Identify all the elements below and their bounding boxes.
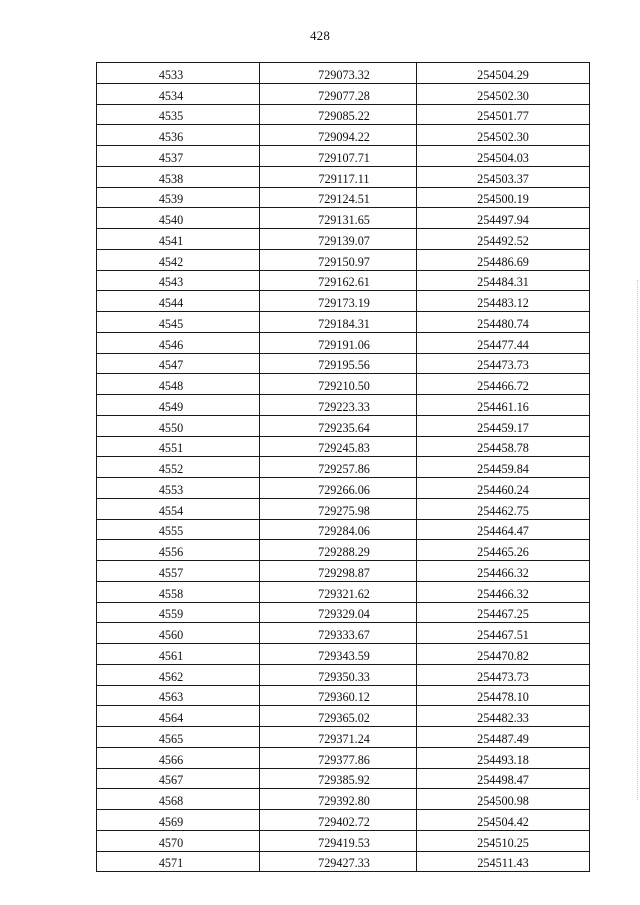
table-row xyxy=(97,104,590,125)
point-number-cell: 4555 xyxy=(97,519,260,540)
point-number-cell: 4559 xyxy=(97,602,260,623)
point-number-cell: 4535 xyxy=(97,104,260,125)
table-row xyxy=(97,664,590,685)
x-coordinate-cell: 729377.86 xyxy=(260,747,417,768)
y-coordinate-cell: 254470.82 xyxy=(417,644,590,665)
point-number-cell: 4566 xyxy=(97,747,260,768)
table-row xyxy=(97,332,590,353)
table-row xyxy=(97,623,590,644)
point-number-cell: 4553 xyxy=(97,478,260,499)
point-number-cell: 4550 xyxy=(97,415,260,436)
table-row xyxy=(97,249,590,270)
x-coordinate-cell: 729235.64 xyxy=(260,415,417,436)
y-coordinate-cell: 254480.74 xyxy=(417,312,590,333)
y-coordinate-cell: 254461.16 xyxy=(417,395,590,416)
y-coordinate-cell: 254460.24 xyxy=(417,478,590,499)
scan-edge-marks xyxy=(635,280,638,800)
table-row xyxy=(97,519,590,540)
table-row xyxy=(97,747,590,768)
table-row xyxy=(97,498,590,519)
table-row xyxy=(97,581,590,602)
x-coordinate-cell: 729195.56 xyxy=(260,353,417,374)
x-coordinate-cell: 729210.50 xyxy=(260,374,417,395)
point-number-cell: 4551 xyxy=(97,436,260,457)
x-coordinate-cell: 729321.62 xyxy=(260,581,417,602)
point-number-cell: 4567 xyxy=(97,768,260,789)
coordinates-table xyxy=(96,62,590,872)
x-coordinate-cell: 729124.51 xyxy=(260,187,417,208)
y-coordinate-cell: 254510.25 xyxy=(417,830,590,851)
x-coordinate-cell: 729107.71 xyxy=(260,146,417,167)
table-row xyxy=(97,706,590,727)
x-coordinate-cell: 729245.83 xyxy=(260,436,417,457)
table-row xyxy=(97,63,590,84)
point-number-cell: 4534 xyxy=(97,83,260,104)
point-number-cell: 4556 xyxy=(97,540,260,561)
y-coordinate-cell: 254503.37 xyxy=(417,166,590,187)
x-coordinate-cell: 729139.07 xyxy=(260,229,417,250)
table-row xyxy=(97,810,590,831)
point-number-cell: 4568 xyxy=(97,789,260,810)
y-coordinate-cell: 254502.30 xyxy=(417,125,590,146)
x-coordinate-cell: 729085.22 xyxy=(260,104,417,125)
y-coordinate-cell: 254484.31 xyxy=(417,270,590,291)
point-number-cell: 4539 xyxy=(97,187,260,208)
y-coordinate-cell: 254462.75 xyxy=(417,498,590,519)
x-coordinate-cell: 729333.67 xyxy=(260,623,417,644)
table-row xyxy=(97,229,590,250)
y-coordinate-cell: 254465.26 xyxy=(417,540,590,561)
point-number-cell: 4558 xyxy=(97,581,260,602)
page-number: 428 xyxy=(309,28,331,43)
x-coordinate-cell: 729288.29 xyxy=(260,540,417,561)
point-number-cell: 4565 xyxy=(97,727,260,748)
y-coordinate-cell: 254500.98 xyxy=(417,789,590,810)
x-coordinate-cell: 729419.53 xyxy=(260,830,417,851)
y-coordinate-cell: 254477.44 xyxy=(417,332,590,353)
x-coordinate-cell: 729266.06 xyxy=(260,478,417,499)
table-row xyxy=(97,561,590,582)
y-coordinate-cell: 254458.78 xyxy=(417,436,590,457)
y-coordinate-cell: 254478.10 xyxy=(417,685,590,706)
x-coordinate-cell: 729385.92 xyxy=(260,768,417,789)
point-number-cell: 4541 xyxy=(97,229,260,250)
x-coordinate-cell: 729173.19 xyxy=(260,291,417,312)
y-coordinate-cell: 254467.25 xyxy=(417,602,590,623)
point-number-cell: 4536 xyxy=(97,125,260,146)
x-coordinate-cell: 729298.87 xyxy=(260,561,417,582)
x-coordinate-cell: 729184.31 xyxy=(260,312,417,333)
table-row xyxy=(97,540,590,561)
point-number-cell: 4570 xyxy=(97,830,260,851)
y-coordinate-cell: 254466.32 xyxy=(417,561,590,582)
table-row xyxy=(97,187,590,208)
x-coordinate-cell: 729360.12 xyxy=(260,685,417,706)
x-coordinate-cell: 729343.59 xyxy=(260,644,417,665)
table-row xyxy=(97,727,590,748)
x-coordinate-cell: 729392.80 xyxy=(260,789,417,810)
table-row xyxy=(97,353,590,374)
y-coordinate-cell: 254498.47 xyxy=(417,768,590,789)
y-coordinate-cell: 254493.18 xyxy=(417,747,590,768)
x-coordinate-cell: 729131.65 xyxy=(260,208,417,229)
table-row xyxy=(97,851,590,872)
table-row xyxy=(97,768,590,789)
y-coordinate-cell: 254483.12 xyxy=(417,291,590,312)
x-coordinate-cell: 729350.33 xyxy=(260,664,417,685)
table-row xyxy=(97,166,590,187)
y-coordinate-cell: 254464.47 xyxy=(417,519,590,540)
table-row xyxy=(97,146,590,167)
table-row xyxy=(97,478,590,499)
table-row xyxy=(97,270,590,291)
point-number-cell: 4563 xyxy=(97,685,260,706)
table-row xyxy=(97,457,590,478)
x-coordinate-cell: 729275.98 xyxy=(260,498,417,519)
x-coordinate-cell: 729223.33 xyxy=(260,395,417,416)
table-row xyxy=(97,602,590,623)
point-number-cell: 4561 xyxy=(97,644,260,665)
y-coordinate-cell: 254473.73 xyxy=(417,664,590,685)
point-number-cell: 4552 xyxy=(97,457,260,478)
y-coordinate-cell: 254511.43 xyxy=(417,851,590,872)
table-row xyxy=(97,125,590,146)
x-coordinate-cell: 729117.11 xyxy=(260,166,417,187)
y-coordinate-cell: 254501.77 xyxy=(417,104,590,125)
x-coordinate-cell: 729162.61 xyxy=(260,270,417,291)
y-coordinate-cell: 254504.03 xyxy=(417,146,590,167)
point-number-cell: 4542 xyxy=(97,249,260,270)
y-coordinate-cell: 254473.73 xyxy=(417,353,590,374)
table-row xyxy=(97,644,590,665)
x-coordinate-cell: 729073.32 xyxy=(260,63,417,84)
point-number-cell: 4544 xyxy=(97,291,260,312)
y-coordinate-cell: 254492.52 xyxy=(417,229,590,250)
y-coordinate-cell: 254467.51 xyxy=(417,623,590,644)
table-row xyxy=(97,436,590,457)
y-coordinate-cell: 254466.32 xyxy=(417,581,590,602)
point-number-cell: 4554 xyxy=(97,498,260,519)
point-number-cell: 4543 xyxy=(97,270,260,291)
point-number-cell: 4549 xyxy=(97,395,260,416)
x-coordinate-cell: 729150.97 xyxy=(260,249,417,270)
point-number-cell: 4569 xyxy=(97,810,260,831)
table-row xyxy=(97,83,590,104)
point-number-cell: 4571 xyxy=(97,851,260,872)
point-number-cell: 4545 xyxy=(97,312,260,333)
table-row xyxy=(97,415,590,436)
y-coordinate-cell: 254466.72 xyxy=(417,374,590,395)
point-number-cell: 4538 xyxy=(97,166,260,187)
x-coordinate-cell: 729257.86 xyxy=(260,457,417,478)
point-number-cell: 4547 xyxy=(97,353,260,374)
y-coordinate-cell: 254500.19 xyxy=(417,187,590,208)
x-coordinate-cell: 729191.06 xyxy=(260,332,417,353)
x-coordinate-cell: 729365.02 xyxy=(260,706,417,727)
point-number-cell: 4537 xyxy=(97,146,260,167)
y-coordinate-cell: 254504.42 xyxy=(417,810,590,831)
y-coordinate-cell: 254502.30 xyxy=(417,83,590,104)
point-number-cell: 4560 xyxy=(97,623,260,644)
x-coordinate-cell: 729077.28 xyxy=(260,83,417,104)
y-coordinate-cell: 254486.69 xyxy=(417,249,590,270)
x-coordinate-cell: 729284.06 xyxy=(260,519,417,540)
x-coordinate-cell: 729329.04 xyxy=(260,602,417,623)
point-number-cell: 4557 xyxy=(97,561,260,582)
x-coordinate-cell: 729371.24 xyxy=(260,727,417,748)
point-number-cell: 4533 xyxy=(97,63,260,84)
table-row xyxy=(97,830,590,851)
point-number-cell: 4548 xyxy=(97,374,260,395)
point-number-cell: 4540 xyxy=(97,208,260,229)
y-coordinate-cell: 254497.94 xyxy=(417,208,590,229)
table-row xyxy=(97,374,590,395)
coordinates-table-body xyxy=(97,63,590,872)
point-number-cell: 4562 xyxy=(97,664,260,685)
table-row xyxy=(97,208,590,229)
point-number-cell: 4564 xyxy=(97,706,260,727)
y-coordinate-cell: 254487.49 xyxy=(417,727,590,748)
x-coordinate-cell: 729427.33 xyxy=(260,851,417,872)
table-row xyxy=(97,312,590,333)
table-row xyxy=(97,291,590,312)
y-coordinate-cell: 254482.33 xyxy=(417,706,590,727)
y-coordinate-cell: 254504.29 xyxy=(417,63,590,84)
table-row xyxy=(97,685,590,706)
x-coordinate-cell: 729402.72 xyxy=(260,810,417,831)
x-coordinate-cell: 729094.22 xyxy=(260,125,417,146)
y-coordinate-cell: 254459.84 xyxy=(417,457,590,478)
point-number-cell: 4546 xyxy=(97,332,260,353)
y-coordinate-cell: 254459.17 xyxy=(417,415,590,436)
table-row xyxy=(97,395,590,416)
table-row xyxy=(97,789,590,810)
